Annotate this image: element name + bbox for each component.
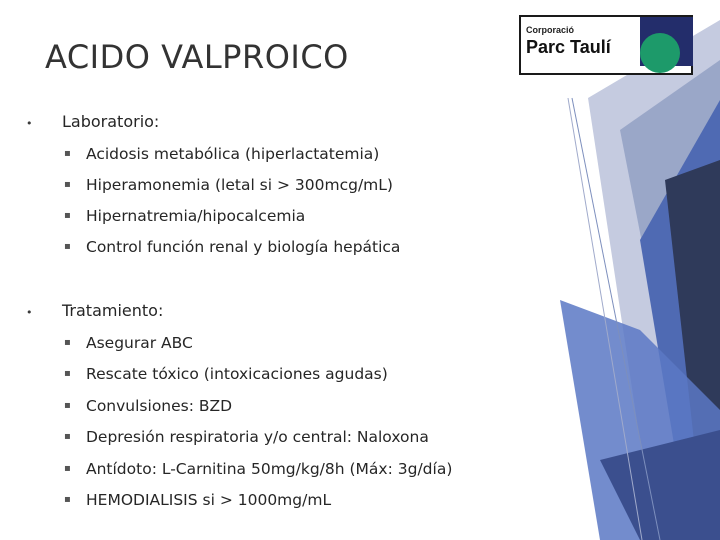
section-heading-laboratorio: Laboratorio: <box>62 112 160 131</box>
logo-line1: Corporació <box>526 25 575 35</box>
sub-bullet: ▪ <box>64 179 71 190</box>
sub-bullet: ▪ <box>64 148 71 159</box>
list-item: Antídoto: L-Carnitina 50mg/kg/8h (Máx: 3g/día) <box>86 460 453 478</box>
logo-line2: Parc Taulí <box>526 37 611 57</box>
list-item: Depresión respiratoria y/o central: Naloxona <box>86 428 429 446</box>
sub-bullet: ▪ <box>64 431 71 442</box>
main-bullet: • <box>26 306 33 319</box>
list-item: Acidosis metabólica (hiperlactatemia) <box>86 145 380 163</box>
sub-bullet: ▪ <box>64 337 71 348</box>
slide-title: ACIDO VALPROICO <box>45 38 349 76</box>
list-item: Control función renal y biología hepática <box>86 238 401 256</box>
list-item: HEMODIALISIS si > 1000mg/mL <box>86 491 332 509</box>
section-heading-tratamiento: Tratamiento: <box>62 301 164 320</box>
sub-bullet: ▪ <box>64 463 71 474</box>
sub-bullet: ▪ <box>64 494 71 505</box>
list-item: Rescate tóxico (intoxicaciones agudas) <box>86 365 388 383</box>
list-item: Asegurar ABC <box>86 334 193 352</box>
list-item: Hipernatremia/hipocalcemia <box>86 207 306 225</box>
sub-bullet: ▪ <box>64 241 71 252</box>
sub-bullet: ▪ <box>64 368 71 379</box>
sub-bullet: ▪ <box>64 210 71 221</box>
list-item: Convulsiones: BZD <box>86 397 233 415</box>
list-item: Hiperamonemia (letal si > 300mcg/mL) <box>86 176 393 194</box>
sub-bullet: ▪ <box>64 400 71 411</box>
main-bullet: • <box>26 117 33 130</box>
